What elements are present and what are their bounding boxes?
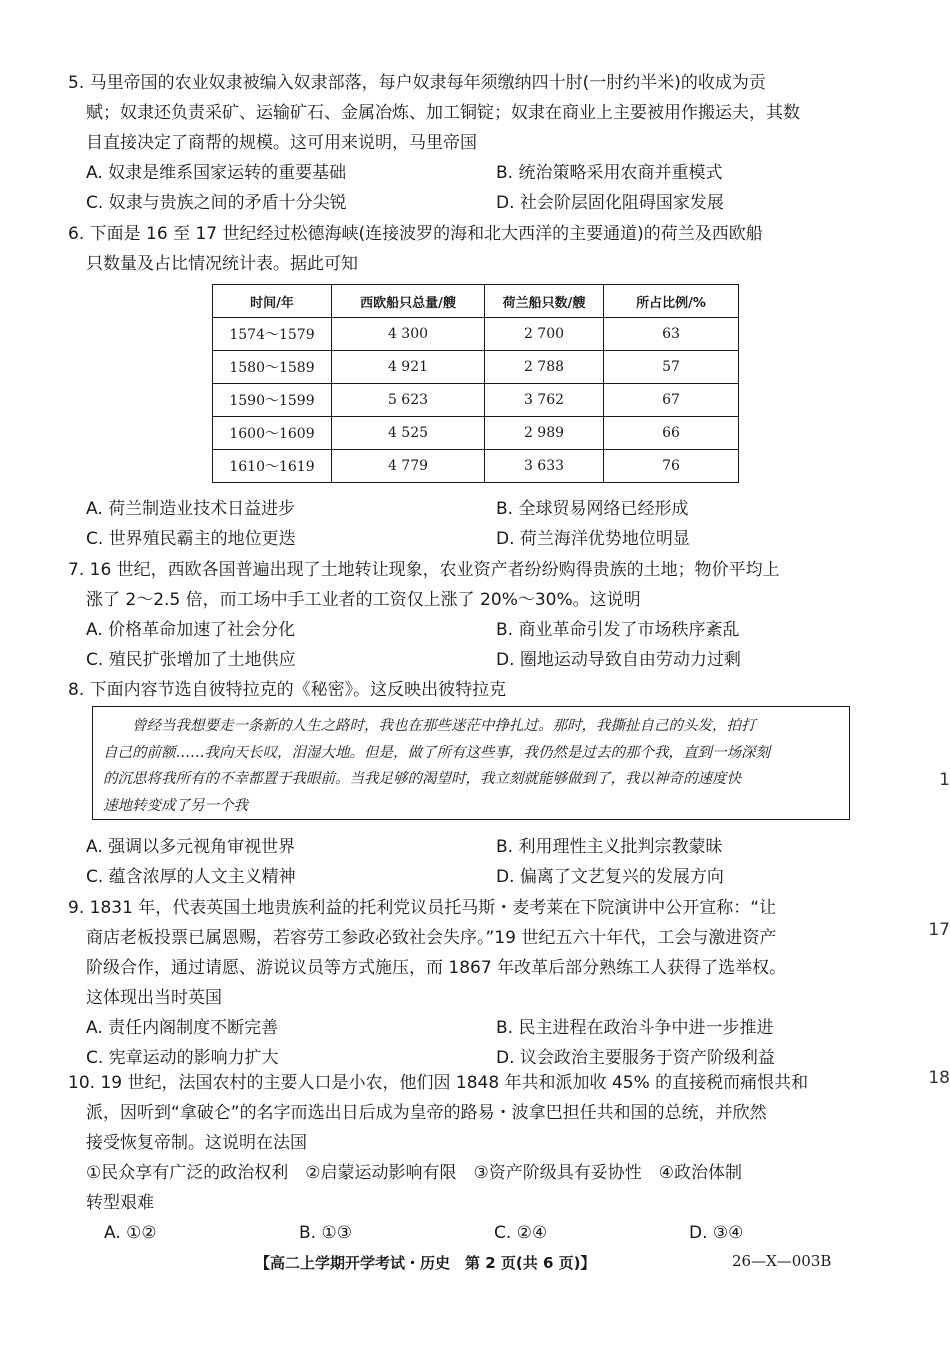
question-5-options xyxy=(68,158,868,218)
option-c[interactable]: C. 蕴含浓厚的人文主义精神 xyxy=(86,867,296,887)
ship-statistics-table xyxy=(212,284,739,483)
quote-line: 自己的前额……我向天长叹，泪湿大地。但是，做了所有这些事，我仍然是过去的那个我，直到一场深刻 xyxy=(103,744,770,761)
question-9 xyxy=(68,893,868,1073)
margin-mark: 17 xyxy=(928,920,950,940)
table-row xyxy=(213,384,739,417)
question-10-statements: ①民众享有广泛的政治权利 ②启蒙运动影响有限 ③资产阶级具有妥协性 ④政治体制 xyxy=(86,1163,742,1183)
table-cell: 1600～1609 xyxy=(213,417,332,450)
footer-code: 26—X—003B xyxy=(732,1252,832,1270)
question-9-line-2: 商店老板投票已属恩赐，若容劳工参政必致社会失序。”19 世纪五六十年代，工会与激进资产 xyxy=(86,928,777,948)
question-9-line-1: 9. 1831 年，代表英国土地贵族利益的托利党议员托马斯・麦考莱在下院演讲中公开宣称：“让 xyxy=(68,898,777,918)
question-10-line-2: 派，因听到“拿破仑”的名字而选出日后成为皇帝的路易・波拿巴担任共和国的总统，并欣然 xyxy=(86,1103,767,1123)
option-c[interactable]: C. 殖民扩张增加了土地供应 xyxy=(86,650,296,670)
table-cell: 4 921 xyxy=(332,351,485,384)
question-6-line-1: 6. 下面是 16 至 17 世纪经过松德海峡(连接波罗的海和北大西洋的主要通道)的荷兰及西欧船 xyxy=(68,224,763,244)
option-a[interactable]: A. 荷兰制造业技术日益进步 xyxy=(86,499,296,519)
option-d[interactable]: D. 圈地运动导致自由劳动力过剩 xyxy=(496,650,741,670)
question-10-line-3: 接受恢复帝制。这说明在法国 xyxy=(86,1133,307,1153)
quote-line: 曾经当我想要走一条新的人生之路时，我也在那些迷茫中挣扎过。那时，我撕扯自己的头发，拍打 xyxy=(103,718,756,734)
table-cell: 2 700 xyxy=(485,318,604,351)
table-header-cell: 时间/年 xyxy=(213,285,332,318)
question-6-line-2: 只数量及占比情况统计表。据此可知 xyxy=(86,254,358,274)
question-7-options xyxy=(68,615,868,675)
question-8 xyxy=(68,675,868,705)
question-6-options-block xyxy=(68,494,868,554)
option-d[interactable]: D. ③④ xyxy=(689,1223,744,1243)
question-9-line-4: 这体现出当时英国 xyxy=(86,988,222,1008)
question-5-line-2: 赋；奴隶还负责采矿、运输矿石、金属冶炼、加工铜锭；奴隶在商业上主要被用作搬运夫，其数 xyxy=(86,103,800,123)
table-cell: 4 525 xyxy=(332,417,485,450)
table-cell: 1580～1589 xyxy=(213,351,332,384)
question-10-statements-cont: 转型艰难 xyxy=(86,1193,154,1213)
table-cell: 3 762 xyxy=(485,384,604,417)
question-7-line-2: 涨了 2～2.5 倍，而工场中手工业者的工资仅上涨了 20%～30%。这说明 xyxy=(86,590,641,610)
table-cell: 5 623 xyxy=(332,384,485,417)
option-c[interactable]: C. ②④ xyxy=(494,1223,548,1243)
petrarch-quote-box xyxy=(92,706,850,820)
table-cell: 2 989 xyxy=(485,417,604,450)
question-5-line-3: 目直接决定了商帮的规模。这可用来说明，马里帝国 xyxy=(86,133,477,153)
option-d[interactable]: D. 荷兰海洋优势地位明显 xyxy=(496,529,690,549)
option-b[interactable]: B. 利用理性主义批判宗教蒙昧 xyxy=(496,837,723,857)
question-5 xyxy=(68,68,868,218)
question-8-line-1: 8. 下面内容节选自彼特拉克的《秘密》。这反映出彼特拉克 xyxy=(68,680,507,700)
option-d[interactable]: D. 社会阶层固化阻碍国家发展 xyxy=(496,193,724,213)
quote-line: 的沉思将我所有的不幸都置于我眼前。当我足够的渴望时，我立刻就能够做到了，我以神奇的速度快 xyxy=(103,771,741,787)
question-9-options xyxy=(68,1013,868,1073)
question-8-options xyxy=(68,832,868,892)
option-b[interactable]: B. ①③ xyxy=(299,1223,352,1243)
option-d[interactable]: D. 偏离了文艺复兴的发展方向 xyxy=(496,867,724,887)
table-cell: 1590～1599 xyxy=(213,384,332,417)
table-cell: 66 xyxy=(604,417,739,450)
table-header-cell: 所占比例/% xyxy=(604,285,739,318)
question-7-line-1: 7. 16 世纪，西欧各国普遍出现了土地转让现象，农业资产者纷纷购得贵族的土地；物价平均上 xyxy=(68,560,780,580)
quote-line: 速地转变成了另一个我 xyxy=(103,797,248,814)
option-b[interactable]: B. 商业革命引发了市场秩序紊乱 xyxy=(496,620,740,640)
option-b[interactable]: B. 民主进程在政治斗争中进一步推进 xyxy=(496,1018,774,1038)
margin-mark: 1 xyxy=(939,770,950,790)
table-cell: 67 xyxy=(604,384,739,417)
table-row xyxy=(213,450,739,483)
option-d[interactable]: D. 议会政治主要服务于资产阶级利益 xyxy=(496,1048,775,1068)
question-6 xyxy=(68,219,868,279)
option-c[interactable]: C. 奴隶与贵族之间的矛盾十分尖锐 xyxy=(86,193,347,213)
question-9-line-3: 阶级合作，通过请愿、游说议员等方式施压，而 1867 年改革后部分熟练工人获得了选举权。 xyxy=(86,958,787,978)
option-a[interactable]: A. 价格革命加速了社会分化 xyxy=(86,620,296,640)
option-b[interactable]: B. 统治策略采用农商并重模式 xyxy=(496,163,723,183)
question-5-line-1: 5. 马里帝国的农业奴隶被编入奴隶部落，每户奴隶每年须缴纳四十肘(一肘约半米)的收成为贡 xyxy=(68,73,766,93)
table-cell: 57 xyxy=(604,351,739,384)
question-8-options-block xyxy=(68,832,868,892)
question-10 xyxy=(68,1068,868,1248)
table-cell: 2 788 xyxy=(485,351,604,384)
table-cell: 4 779 xyxy=(332,450,485,483)
question-10-options xyxy=(68,1218,868,1248)
table-row xyxy=(213,417,739,450)
table-row xyxy=(213,318,739,351)
option-b[interactable]: B. 全球贸易网络已经形成 xyxy=(496,499,689,519)
question-10-line-1: 10. 19 世纪，法国农村的主要人口是小农，他们因 1848 年共和派加收 45% 的直接税而痛恨共和 xyxy=(68,1073,809,1093)
table-cell: 76 xyxy=(604,450,739,483)
table-cell: 63 xyxy=(604,318,739,351)
table-cell: 4 300 xyxy=(332,318,485,351)
option-c[interactable]: C. 宪章运动的影响力扩大 xyxy=(86,1048,279,1068)
option-a[interactable]: A. ①② xyxy=(104,1223,157,1243)
option-a[interactable]: A. 强调以多元视角审视世界 xyxy=(86,837,296,857)
margin-mark: 18 xyxy=(928,1068,950,1088)
table-cell: 1610～1619 xyxy=(213,450,332,483)
question-6-options xyxy=(68,494,868,554)
question-7 xyxy=(68,555,868,675)
option-a[interactable]: A. 责任内阁制度不断完善 xyxy=(86,1018,279,1038)
footer-title: 【高二上学期开学考试・历史 第 2 页(共 6 页)】 xyxy=(255,1254,596,1272)
table-cell: 3 633 xyxy=(485,450,604,483)
table-header-cell: 西欧船只总量/艘 xyxy=(332,285,485,318)
table-cell: 1574～1579 xyxy=(213,318,332,351)
table-header-cell: 荷兰船只数/艘 xyxy=(485,285,604,318)
table-header-row xyxy=(213,285,739,318)
table-row xyxy=(213,351,739,384)
option-c[interactable]: C. 世界殖民霸主的地位更迭 xyxy=(86,529,296,549)
option-a[interactable]: A. 奴隶是维系国家运转的重要基础 xyxy=(86,163,347,183)
